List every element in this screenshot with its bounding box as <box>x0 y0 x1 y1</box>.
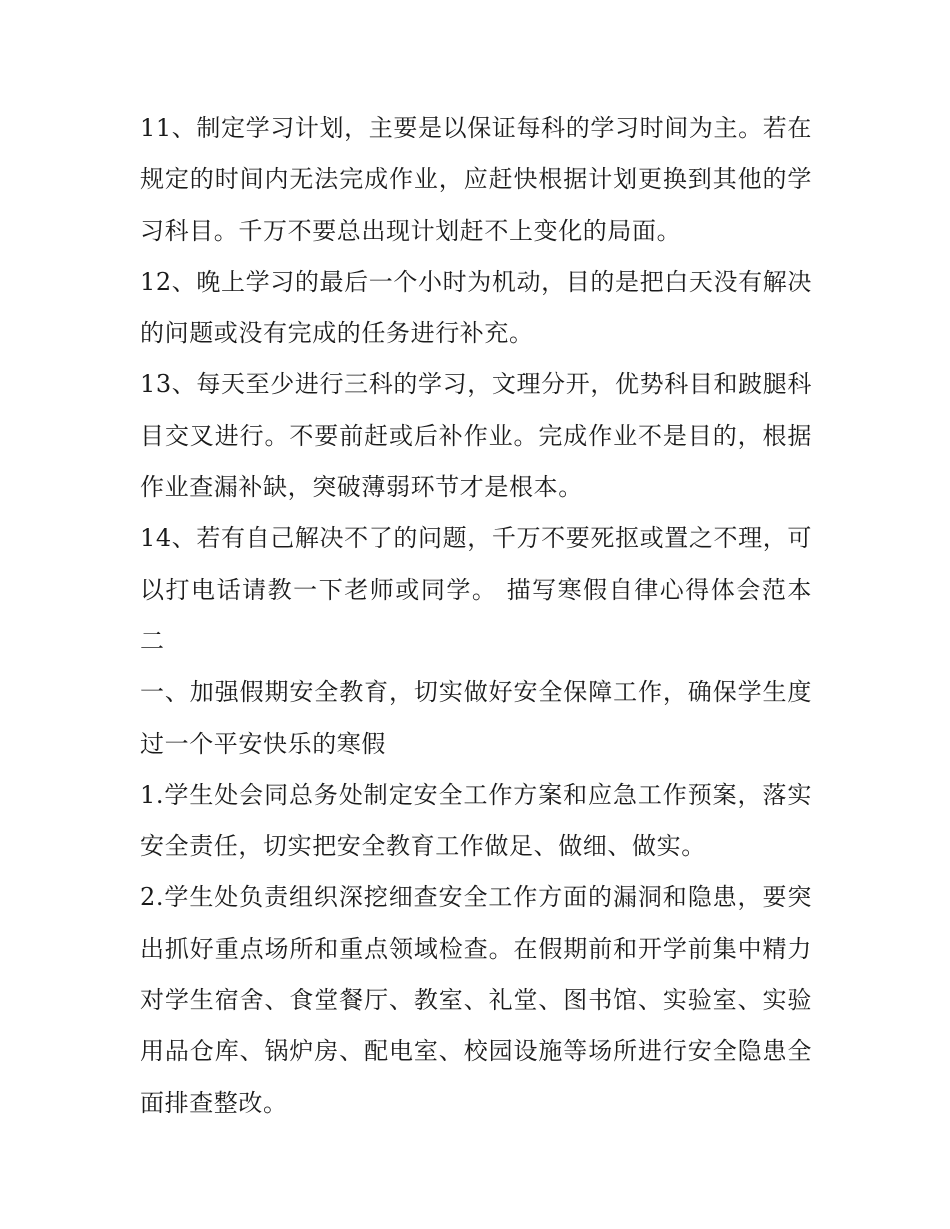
document-body <box>140 103 812 1129</box>
paragraph-point-1: 1.学生处会同总务处制定安全工作方案和应急工作预案，落实安全责任，切实把安全教育工作做足、做细、做实。 <box>140 780 812 861</box>
paragraph-point-2: 2.学生处负责组织深挖细查安全工作方面的漏洞和隐患，要突出抓好重点场所和重点领域检查。在假期前和开学前集中精力对学生宿舍、食堂餐厅、教室、礼堂、图书馆、实验室、实验用品仓库、锅炉房、配电室、校园设施等场所进行安全隐患全面排查整改。 <box>140 883 812 1117</box>
paragraph-item-11: 11、制定学习计划，主要是以保证每科的学习时间为主。若在规定的时间内无法完成作业，应赶快根据计划更换到其他的学习科目。千万不要总出现计划赶不上变化的局面。 <box>140 114 812 245</box>
section-heading-one: 一、加强假期安全教育，切实做好安全保障工作，确保学生度过一个平安快乐的寒假 <box>140 678 812 758</box>
paragraph-item-14: 14、若有自己解决不了的问题，千万不要死抠或置之不理，可以打电话请教一下老师或同学。 描写寒假自律心得体会范本二 <box>140 524 812 655</box>
paragraph-item-12: 12、晚上学习的最后一个小时为机动，目的是把白天没有解决的问题或没有完成的任务进行补充。 <box>140 267 812 348</box>
paragraph-item-13: 13、每天至少进行三科的学习，文理分开，优势科目和跛腿科目交叉进行。不要前赶或后补作业。完成作业不是目的，根据作业查漏补缺，突破薄弱环节才是根本。 <box>140 370 812 502</box>
